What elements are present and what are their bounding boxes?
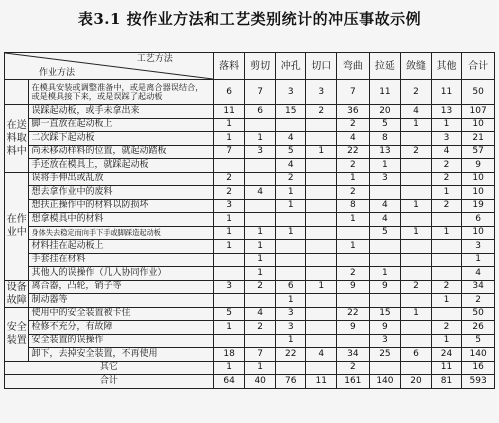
row-total-cell: 26 [462,321,495,335]
row-total-cell: 3 [462,240,495,254]
value-cell [245,118,276,132]
value-cell [245,159,276,173]
other-value-cell [306,361,337,375]
value-cell [431,213,462,227]
value-cell: 2 [306,105,337,119]
column-header: 其他 [431,53,462,80]
value-cell: 3 [275,307,306,321]
value-cell: 11 [369,80,401,105]
value-cell [306,321,337,335]
value-cell: 1 [275,226,306,240]
other-value-cell: 11 [431,361,462,375]
value-cell: 4 [401,105,432,119]
value-cell: 1 [245,226,276,240]
value-cell [401,213,432,227]
table-row [5,105,495,119]
value-cell: 8 [337,199,370,213]
row-total-cell: 21 [462,132,495,146]
row-label: 想扶正操作中的材料以防损坏 [29,199,213,213]
value-cell: 4 [431,145,462,159]
value-cell [306,253,337,267]
value-cell: 1 [245,253,276,267]
value-cell: 1 [431,334,462,348]
column-header: 合计 [462,53,495,80]
value-cell [245,334,276,348]
value-cell [306,118,337,132]
value-cell: 4 [369,213,401,227]
value-cell: 2 [213,186,245,200]
table-row [5,159,495,173]
value-cell: 2 [401,145,432,159]
value-cell [275,118,306,132]
value-cell: 2 [337,159,370,173]
value-cell [306,307,337,321]
row-total-cell: 1 [462,253,495,267]
value-cell [213,267,245,281]
value-cell [275,253,306,267]
value-cell: 9 [337,321,370,335]
value-cell: 4 [337,132,370,146]
value-cell [306,132,337,146]
category-cell-empty [5,80,29,105]
row-label: 想去拿作业中的废料 [29,186,213,200]
category-cell: 安全装置 [5,307,29,361]
value-cell [431,267,462,281]
value-cell: 36 [337,105,370,119]
value-cell: 1 [401,307,432,321]
value-cell: 1 [275,199,306,213]
row-total-cell: 10 [462,186,495,200]
value-cell [369,186,401,200]
value-cell: 13 [369,145,401,159]
value-cell [369,253,401,267]
value-cell [401,132,432,146]
total-label: 合计 [5,375,214,389]
value-cell: 7 [245,348,276,362]
value-cell: 4 [275,159,306,173]
header-row [5,53,495,80]
value-cell [431,253,462,267]
value-cell [306,334,337,348]
table-row [5,226,495,240]
total-value-cell: 40 [245,375,276,389]
value-cell: 9 [369,321,401,335]
row-total-cell: 4 [462,267,495,281]
row-label: 二次踩下起动板 [29,132,213,146]
table-row [5,199,495,213]
table-title: 表3.1 按作业方法和工艺类别统计的冲压事故示例 [77,10,422,28]
value-cell [245,294,276,308]
value-cell: 3 [306,80,337,105]
row-label: 误踩起动板，或手未拿出来 [29,105,213,119]
value-cell: 2 [401,280,432,294]
total-value-cell: 81 [431,375,462,389]
value-cell: 3 [275,321,306,335]
header-diagonal-cell [5,53,214,80]
value-cell: 1 [306,145,337,159]
value-cell: 3 [431,132,462,146]
value-cell [401,240,432,254]
value-cell: 1 [213,226,245,240]
value-cell [306,159,337,173]
value-cell: 1 [401,118,432,132]
value-cell: 2 [401,80,432,105]
value-cell: 7 [245,80,276,105]
value-cell: 1 [213,213,245,227]
table-row [5,294,495,308]
value-cell: 5 [213,307,245,321]
other-value-cell: 2 [337,361,370,375]
row-label: 安全装置的误操作 [29,334,213,348]
value-cell: 5 [369,226,401,240]
row-label: 手套挂在材料 [29,253,213,267]
row-label: 制动器等 [29,294,213,308]
column-header: 弯曲 [337,53,370,80]
value-cell: 2 [431,321,462,335]
value-cell: 4 [369,199,401,213]
row-label: 材料挂在起动板上 [29,240,213,254]
value-cell [401,159,432,173]
row-label: 想拿模具中的材料 [29,213,213,227]
column-header: 拉延 [369,53,401,80]
table-row [5,267,495,281]
value-cell: 24 [431,348,462,362]
value-cell [306,240,337,254]
value-cell [369,240,401,254]
value-cell: 3 [275,80,306,105]
value-cell: 1 [431,118,462,132]
value-cell: 13 [431,105,462,119]
value-cell: 2 [337,186,370,200]
value-cell: 1 [337,240,370,254]
table-row [5,307,495,321]
value-cell: 1 [245,267,276,281]
value-cell: 22 [275,348,306,362]
row-label: 其他人的误操作（几人协同作业） [29,267,213,281]
value-cell [306,186,337,200]
value-cell [431,240,462,254]
table-row [5,172,495,186]
value-cell: 4 [245,307,276,321]
table-row [5,118,495,132]
value-cell [337,226,370,240]
row-total-cell: 107 [462,105,495,119]
value-cell [401,253,432,267]
table-row [5,186,495,200]
value-cell [401,186,432,200]
value-cell [213,334,245,348]
table-row [5,132,495,146]
value-cell: 1 [245,132,276,146]
row-label: 身体失去稳定而向手下手或脚踩造起动板 [29,226,213,240]
value-cell: 3 [213,199,245,213]
other-label: 其它 [5,361,214,375]
row-total-cell: 50 [462,307,495,321]
value-cell: 6 [275,280,306,294]
row-label: 离合器，凸轮，销子等 [29,280,213,294]
row-label: 尚未移动样料的位置，就起动踏板 [29,145,213,159]
value-cell: 5 [275,145,306,159]
value-cell [306,213,337,227]
accident-table [4,52,495,389]
table-row [5,80,495,105]
row-total-cell: 5 [462,334,495,348]
column-header: 冲孔 [275,53,306,80]
value-cell [306,294,337,308]
value-cell [337,294,370,308]
row-total-cell: 19 [462,199,495,213]
row-total-cell: 50 [462,80,495,105]
value-cell: 3 [245,145,276,159]
value-cell: 1 [213,132,245,146]
value-cell [431,307,462,321]
operation-label: 作业方法 [39,68,76,78]
table-row [5,145,495,159]
value-cell: 1 [369,159,401,173]
total-value-cell: 20 [401,375,432,389]
value-cell: 2 [337,267,370,281]
row-label: 卸下，去掉安全装置，不再使用 [29,348,213,362]
row-label: 误将手伸出或乱放 [29,172,213,186]
value-cell: 2 [245,321,276,335]
value-cell [306,172,337,186]
value-cell: 1 [213,321,245,335]
table-row [5,280,495,294]
other-value-cell [275,361,306,375]
total-value-cell: 593 [462,375,495,389]
category-cell: 设备故障 [5,280,29,307]
value-cell: 1 [275,294,306,308]
value-cell: 1 [213,118,245,132]
value-cell [275,267,306,281]
table-row [5,213,495,227]
value-cell [401,334,432,348]
value-cell: 2 [337,118,370,132]
row-label: 检修不充分，有故障 [29,321,213,335]
value-cell: 7 [337,80,370,105]
value-cell: 2 [431,199,462,213]
row-label: 脚一直放在起动板上 [29,118,213,132]
value-cell: 1 [431,186,462,200]
row-total-cell: 34 [462,280,495,294]
value-cell: 15 [275,105,306,119]
value-cell [213,253,245,267]
category-cell: 在作业中 [5,172,29,280]
value-cell: 1 [275,186,306,200]
column-header: 切口 [306,53,337,80]
value-cell: 6 [401,348,432,362]
value-cell: 2 [431,159,462,173]
row-total-cell: 10 [462,118,495,132]
other-row [5,361,495,375]
value-cell: 2 [431,280,462,294]
value-cell: 2 [213,172,245,186]
table-row [5,321,495,335]
value-cell [306,199,337,213]
row-label: 手还放在模具上，就踩起动板 [29,159,213,173]
table-row [5,348,495,362]
value-cell: 2 [245,280,276,294]
row-total-cell: 140 [462,348,495,362]
value-cell: 3 [369,334,401,348]
column-header: 落料 [213,53,245,80]
value-cell: 1 [306,280,337,294]
value-cell: 25 [369,348,401,362]
value-cell [245,172,276,186]
value-cell: 22 [337,145,370,159]
value-cell: 6 [213,80,245,105]
value-cell [245,199,276,213]
value-cell: 15 [369,307,401,321]
value-cell: 4 [245,186,276,200]
value-cell: 1 [431,226,462,240]
value-cell: 4 [275,132,306,146]
value-cell: 9 [337,280,370,294]
value-cell [213,294,245,308]
column-header: 剪切 [245,53,276,80]
value-cell: 1 [431,294,462,308]
value-cell [337,253,370,267]
value-cell: 2 [431,172,462,186]
diagonal-line [5,53,213,79]
row-label: 使用中的安全装置被卡住 [29,307,213,321]
row-total-cell: 2 [462,294,495,308]
value-cell: 11 [213,105,245,119]
column-header: 敛缝 [401,53,432,80]
table-row [5,334,495,348]
value-cell: 11 [431,80,462,105]
value-cell: 1 [275,334,306,348]
value-cell [213,159,245,173]
value-cell: 6 [245,105,276,119]
value-cell: 20 [369,105,401,119]
process-label: 工艺方法 [136,54,173,64]
other-value-cell [369,361,401,375]
value-cell [401,172,432,186]
value-cell: 1 [401,226,432,240]
value-cell [401,267,432,281]
total-value-cell: 76 [275,375,306,389]
table-row [5,240,495,254]
value-cell: 3 [213,280,245,294]
value-cell: 1 [369,267,401,281]
other-value-cell: 1 [245,361,276,375]
value-cell [275,240,306,254]
other-value-cell: 1 [213,361,245,375]
value-cell: 1 [213,240,245,254]
total-value-cell: 161 [337,375,370,389]
row-total-cell: 9 [462,159,495,173]
value-cell [401,321,432,335]
total-row [5,375,495,389]
value-cell [401,294,432,308]
value-cell [245,213,276,227]
value-cell: 3 [369,172,401,186]
value-cell: 18 [213,348,245,362]
total-value-cell: 140 [369,375,401,389]
value-cell: 1 [337,172,370,186]
value-cell [306,226,337,240]
value-cell: 9 [369,280,401,294]
other-value-cell [401,361,432,375]
value-cell [369,294,401,308]
total-value-cell: 64 [213,375,245,389]
total-value-cell: 11 [306,375,337,389]
row-total-cell: 10 [462,172,495,186]
value-cell: 1 [245,240,276,254]
table-body [5,53,495,389]
category-cell: 在送料取料中 [5,105,29,173]
row-total-cell: 57 [462,145,495,159]
value-cell: 7 [213,145,245,159]
row-total-cell: 10 [462,226,495,240]
row-total-cell: 6 [462,213,495,227]
value-cell [306,267,337,281]
value-cell: 5 [369,118,401,132]
value-cell: 4 [306,348,337,362]
other-value-cell: 16 [462,361,495,375]
value-cell [275,213,306,227]
value-cell: 1 [401,199,432,213]
row-label: 在模具安装或调整准备中，或是离合器误结合，或是模具接下来，或是误踩了起动板 [29,80,213,105]
value-cell: 2 [275,172,306,186]
value-cell: 1 [337,213,370,227]
value-cell [337,334,370,348]
value-cell: 34 [337,348,370,362]
value-cell: 8 [369,132,401,146]
value-cell: 22 [337,307,370,321]
table-row [5,253,495,267]
